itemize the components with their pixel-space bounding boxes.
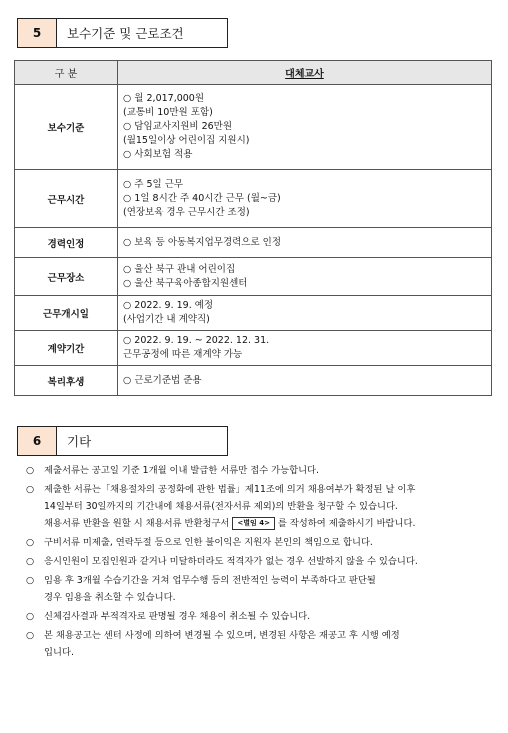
value-line: ○ 보육 등 아동복지업무경력으로 인정 bbox=[123, 236, 282, 248]
table-row bbox=[15, 85, 492, 170]
circle-bullet-icon: ○ bbox=[26, 537, 35, 548]
note-text: 신체검사결과 부적격자로 판명될 경우 채용이 취소될 수 있습니다. bbox=[44, 611, 311, 622]
value-line: (사업기간 내 계약직) bbox=[123, 314, 210, 325]
note-item bbox=[26, 553, 496, 570]
conditions-table bbox=[14, 60, 492, 396]
row-value bbox=[118, 228, 492, 258]
value-line: (연장보육 경우 근무시간 조정) bbox=[123, 206, 250, 218]
note-text: 임용 후 3개월 수습기간을 거쳐 업무수행 등의 전반적인 능력이 부족하다고 판단될 bbox=[44, 575, 376, 586]
row-value bbox=[118, 170, 492, 228]
value-line: (월15일이상 어린이집 지원시) bbox=[123, 135, 250, 146]
notes-list bbox=[26, 462, 496, 663]
note-extra-line bbox=[44, 515, 496, 532]
value-line: ○ 근로기준법 준용 bbox=[123, 374, 202, 386]
note-item bbox=[26, 534, 496, 551]
note-text: 를 작성하여 제출하시기 바랍니다. bbox=[274, 518, 416, 529]
value-line: ○ 사회보험 적용 bbox=[123, 149, 193, 160]
attachment-tag: <별임 4> bbox=[232, 517, 275, 530]
circle-bullet-icon: ○ bbox=[26, 465, 35, 476]
header-category: 구 분 bbox=[15, 61, 118, 85]
note-item bbox=[26, 481, 496, 532]
row-value bbox=[118, 296, 492, 331]
value-line: 근무공정에 따른 재계약 가능 bbox=[123, 349, 243, 360]
row-label: 근무개시일 bbox=[15, 296, 118, 331]
value-line: ○ 월 2,017,000원 bbox=[123, 93, 205, 104]
value-line: ○ 담임교사지원비 26만원 bbox=[123, 121, 233, 132]
table-row bbox=[15, 258, 492, 296]
note-text: 채용서류 반환을 원할 시 채용서류 반환청구서 bbox=[44, 518, 233, 529]
header-substitute-teacher: 대체교사 bbox=[118, 61, 492, 85]
row-value bbox=[118, 258, 492, 296]
table-row bbox=[15, 331, 492, 366]
value-line: ○ 울산 북구 관내 어린이집 bbox=[123, 263, 236, 275]
row-label: 근무장소 bbox=[15, 258, 118, 296]
row-label: 근무시간 bbox=[15, 170, 118, 228]
note-text: 응시인원이 모집인원과 같거나 미달하더라도 적격자가 없는 경우 선발하지 않을 수 있습니다. bbox=[44, 556, 418, 567]
section-6-title: 기타 bbox=[57, 426, 228, 456]
note-item bbox=[26, 462, 496, 479]
row-value bbox=[118, 366, 492, 396]
section-5-number: 5 bbox=[17, 18, 57, 48]
value-line: ○ 2022. 9. 19. 예정 bbox=[123, 300, 214, 311]
value-line: ○ 주 5일 근무 bbox=[123, 178, 184, 190]
section-6-header bbox=[17, 426, 228, 456]
circle-bullet-icon: ○ bbox=[26, 556, 35, 567]
table-row bbox=[15, 170, 492, 228]
section-5-title: 보수기준 및 근로조건 bbox=[57, 18, 228, 48]
note-item bbox=[26, 572, 496, 606]
circle-bullet-icon: ○ bbox=[26, 611, 35, 622]
note-text: 제출서류는 공고일 기준 1개월 이내 발급한 서류만 접수 가능합니다. bbox=[44, 465, 319, 476]
circle-bullet-icon: ○ bbox=[26, 484, 35, 495]
section-5-header bbox=[17, 18, 228, 48]
value-line: ○ 1일 8시간 주 40시간 근무 (월~금) bbox=[123, 192, 281, 204]
circle-bullet-icon: ○ bbox=[26, 630, 35, 641]
row-value bbox=[118, 85, 492, 170]
row-label: 복리후생 bbox=[15, 366, 118, 396]
table-row bbox=[15, 366, 492, 396]
section-6-number: 6 bbox=[17, 426, 57, 456]
value-line: ○ 2022. 9. 19. ~ 2022. 12. 31. bbox=[123, 335, 270, 346]
table-header-row bbox=[15, 61, 492, 85]
note-text: 입니다. bbox=[44, 647, 74, 658]
table-row bbox=[15, 296, 492, 331]
value-line: (교통비 10만원 포함) bbox=[123, 107, 213, 118]
table-row bbox=[15, 228, 492, 258]
circle-bullet-icon: ○ bbox=[26, 575, 35, 586]
note-item bbox=[26, 627, 496, 661]
value-line: ○ 울산 북구육아종합지원센터 bbox=[123, 277, 248, 289]
note-text: 본 채용공고는 센터 사정에 의하여 변경될 수 있으며, 변경된 사항은 재공고 후 시행 예정 bbox=[44, 630, 400, 641]
note-text: 14일부터 30일까지의 기간내에 채용서류(전자서류 제외)의 반환을 청구할 수 있습니다. bbox=[44, 501, 398, 512]
row-label: 계약기간 bbox=[15, 331, 118, 366]
note-text: 구비서류 미제출, 연락두절 등으로 인한 불이익은 지원자 본인의 책임으로 합니다. bbox=[44, 537, 373, 548]
note-text: 경우 임용을 취소할 수 있습니다. bbox=[44, 592, 176, 603]
row-value bbox=[118, 331, 492, 366]
row-label: 보수기준 bbox=[15, 85, 118, 170]
note-text: 제출한 서류는「채용절차의 공정화에 관한 법률」제11조에 의거 채용여부가 확정된 날 이후 bbox=[44, 484, 416, 495]
note-item bbox=[26, 608, 496, 625]
row-label: 경력인정 bbox=[15, 228, 118, 258]
